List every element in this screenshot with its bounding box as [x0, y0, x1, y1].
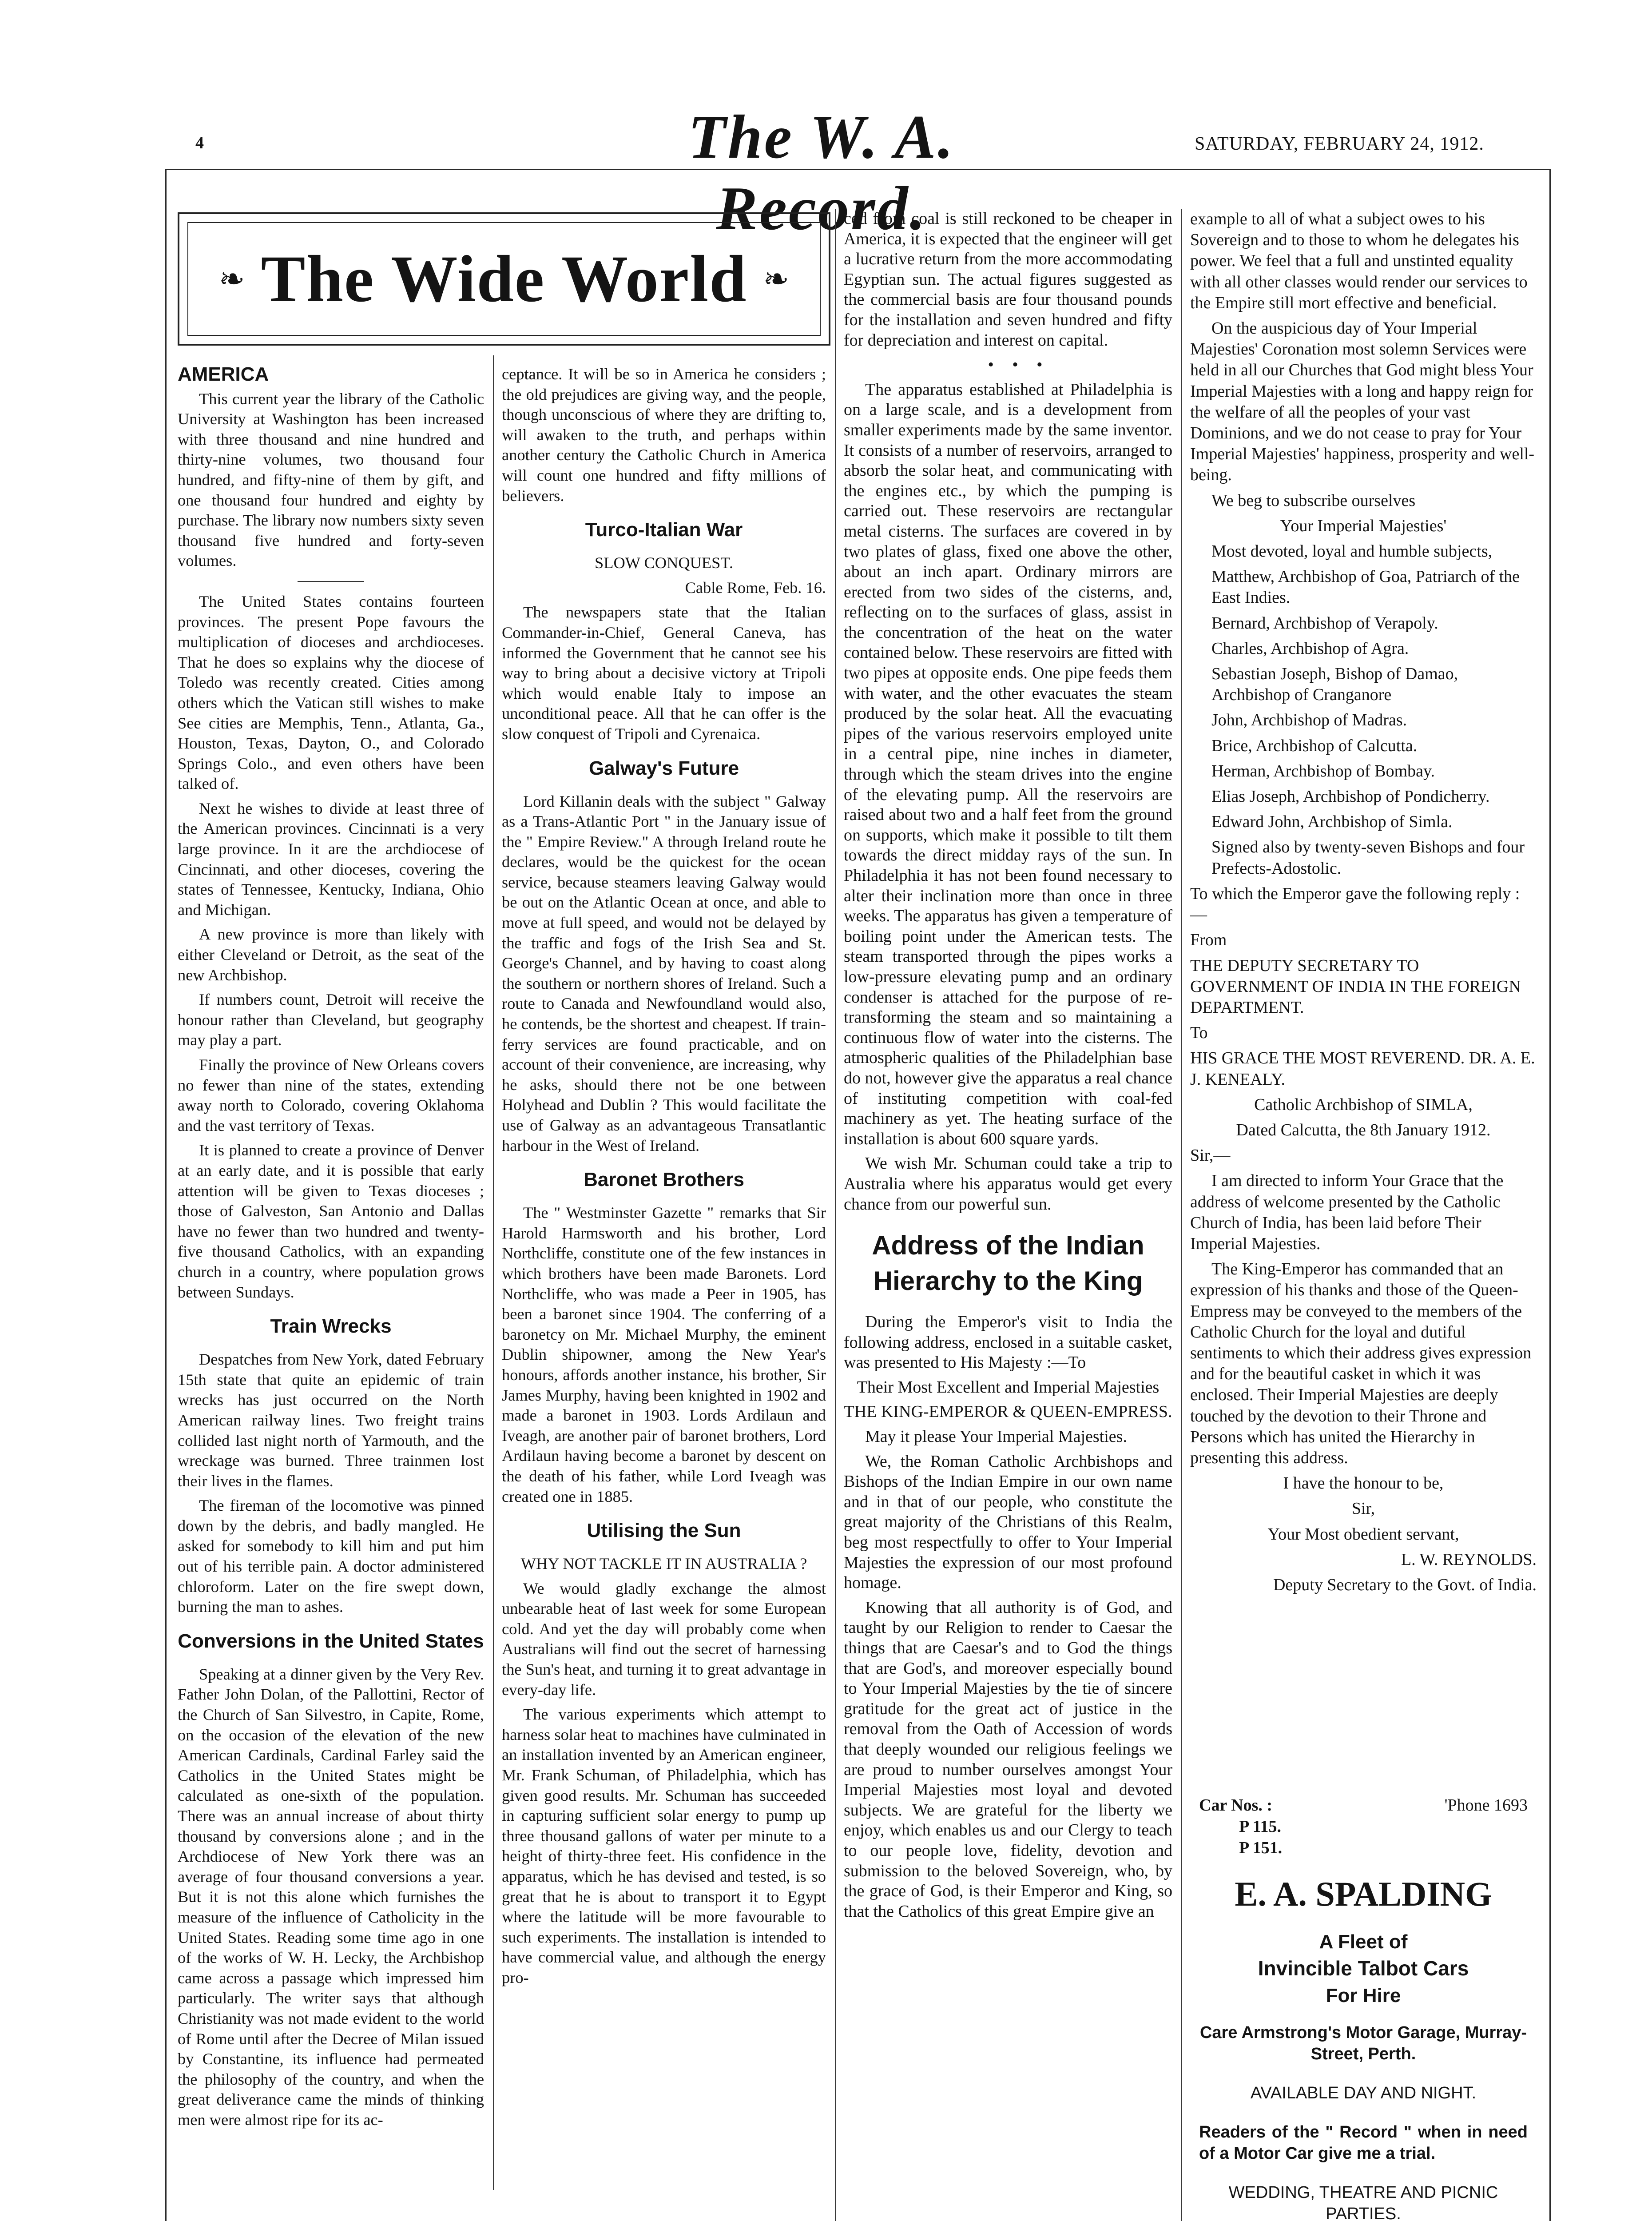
- ad-talbot: Invincible Talbot Cars: [1258, 1957, 1469, 1980]
- ad-phone: 'Phone 1693: [1444, 1796, 1528, 1815]
- letter-closing: Your Most obedient servant,: [1267, 1524, 1459, 1544]
- signatory: Charles, Archbishop of Agra.: [1211, 639, 1409, 658]
- paragraph: The apparatus established at Philadelphia is on a large scale, and is a development from smaller experiments made by the same inventor. It consists of a number of reservoirs, arranged to absorb the solar heat, and communicating with the engines etc., by which the pumping is carried out. These reservoirs are rectangular metal cisterns. The surfaces are covered in by two plates of glass, fixed one above the other, about an inch apart. Ordinary mirrors are erected from two sides of the cisterns, and, reflecting on to the surfaces of glass, assist in the concentration of the heat on the water contained below. These reservoirs are fitted with two pipes at opposite ends. One pipe feeds them with water, and the other evacuates the steam produced by the solar heat. All the evacuating pipes of the various reservoirs employed unite in a central pipe, nine inches in diameter, through which the steam drives into the engine of the elevating pump. All the reservoirs are raised about two and a half feet from the ground on supports, which make it possible to tilt them towards the direct midday rays of the sun. In Philadelphia it has not been found necessary to alter their inclination more than once in three weeks. The apparatus has given a temperature of boiling point under the American tests. The steam transported through the pipes works a low-pressure elevating pump and an ordinary condenser is attached for the purpose of re-transforming the steam and so maintaining a continuous flow of water into the cisterns. The atmospheric qualities of the Philadelphian base do not, however give the apparatus a real chance of instituting competition with coal-fed machinery as yet. The heating surface of the installation is about 600 square yards.: [844, 380, 1172, 1148]
- ad-address: Care Armstrong's Motor Garage, Murray-Street, Perth.: [1199, 2023, 1527, 2063]
- column-2: [502, 364, 826, 1993]
- paragraph: The " Westminster Gazette " remarks that Sir Harold Harmsworth and his brother, Lord Northcliffe, constitute one of the few instances in which brothers have been made Baronets. Lord Northcliffe, who was made a Peer in 1905, has been a baronet since 1904. The conferring of a baronetcy on Mr. Michael Murphy, the eminent Dublin shipowner, among the New Year's honours, affords another instance, his brother, Sir James Murphy, having been knighted in 1902 and made a baronet in 1903. Lords Ardilaun and Iveagh, are another pair of baronet brothers, Lord Ardilaun having become a baronet by descent on the death of his father, while Lord Iveagh was created one in 1885.: [502, 1204, 826, 1505]
- paragraph: We wish Mr. Schuman could take a trip to Australia where his apparatus would get every chance from our powerful sun.: [844, 1154, 1172, 1214]
- signature-line: Your Imperial Majesties': [1280, 516, 1447, 535]
- wide-world-banner: [178, 212, 830, 346]
- paragraph: Despatches from New York, dated February 15th state that quite an epidemic of train wrecks has just occurred on the North American railway lines. Two freight trains collided last night north of Yarmouth, and the wreckage was burned. Three trainmen lost their lives in the flames.: [178, 1350, 484, 1490]
- banner-inner: [187, 222, 821, 336]
- paragraph: We would gladly exchange the almost unbearable heat of last week for some European cold. And yet the day will probably come when Australians will find out the secret of harnessing the Sun's heat, and turning it to great advantage in every-day life.: [502, 1579, 826, 1699]
- signatory: Edward John, Archbishop of Simla.: [1211, 812, 1453, 832]
- ad-car-number: P 115.: [1239, 1817, 1282, 1836]
- signatory: John, Archbishop of Madras.: [1211, 711, 1407, 730]
- letter-recipient: HIS GRACE THE MOST REVEREND. DR. A. E. J. KENEALY.: [1190, 1049, 1535, 1089]
- paragraph: Speaking at a dinner given by the Very Rev. Father John Dolan, of the Pallottini, Rector of the Church of San Silvestro, in Capite, Rome, on the occasion of the elevation of the new American Cardinals, Cardinal Farley said the Catholics in the United States might be calculated as one-sixth of the population. There was an annual increase of about thirty thousand by conversions alone ; and in the Archdiocese of New York there was an average of four thousand conversions a year. But it is not this alone which furnishes the measure of the influence of Catholicity in the United States. Reading some time ago in one of the works of W. H. Lecky, the Archbishop came across a passage which impressed him particularly. The writer says that although Christianity was not made evident to the world of Rome until after the Decree of Milan issued by Constantine, its influence had permeated the philosophy of the country, and when the great deliverance came the minds of thinking men were almost ripe for its ac-: [178, 1665, 484, 2129]
- signatory: Brice, Archbishop of Calcutta.: [1211, 736, 1418, 755]
- letter-closing: I have the honour to be,: [1283, 1474, 1444, 1493]
- paragraph: To which the Emperor gave the following reply :—: [1190, 884, 1520, 924]
- letter-signature: L. W. REYNOLDS.: [1401, 1550, 1537, 1569]
- column-4: [1190, 209, 1537, 1600]
- paragraph: Lord Killanin deals with the subject " Galway as a Trans-Atlantic Port " in the January issue of the " Empire Review." A through Ireland route he declares, would be the quickest for the ocean service, because steamers leaving Galway would be out on the Atlantic Ocean at once, and able to move at full speed, and would not be delayed by the traffic and fogs of the Irish Sea and St. George's Channel, and by having to coast along the southern or northern shores of Ireland. Such a route to Canada and Newfoundland would also, he contends, be the shortest and cheapest. If train-ferry services are found practicable, and on account of their convenience, are increasing, why he asks, should there not be one between Holyhead and Dublin ? This would facilitate the use of Galway as an advantageous Transatlantic harbour in the West of Ireland.: [502, 792, 826, 1154]
- section-heading-turco-italian: Turco-Italian War: [585, 519, 743, 541]
- paragraph: Knowing that all authority is of God, and taught by our Religion to render to Caesar the things that are Caesar's and to God the things that are God's, and moreover especially bound to Your Imperial Majesties by the tie of sincere gratitude for the great act of justice in the removal from the Oath of Accession of words that deeply wounded our religious feelings we are proud to number ourselves amongst Your Imperial Majesties most loyal and devoted subjects. We are grateful for the liberty we enjoy, which enables us and our Clergy to teach to our people love, fidelity, devotion and submission to the beloved Sovereign, who, by the grace of God, is their Emperor and King, so that the Catholics of this great Empire give an: [844, 1598, 1172, 1921]
- paragraph: ceptance. It will be so in America he considers ; the old prejudices are giving way, and the people, though unconscious of where they are drifting to, will awaken to the truth, and perhaps within another century the Catholic Church in America will count one hundred and fifty millions of believers.: [502, 365, 826, 505]
- letter-salutation: Sir,—: [1190, 1146, 1231, 1165]
- paragraph: The various experiments which attempt to harness solar heat to machines have culminated in an installation invented by an American engineer, Mr. Frank Schuman, of Philadelphia, which has given good results. Mr. Schuman has succeeded in capturing sufficient solar energy to pump up three thousand gallons of water per minute to a height of thirty-three feet. His confidence in the apparatus, which he has devised and tested, is so great that he is about to transport it to Egypt where the latitude will be more favourable to such experiments. The installation is intended to have commercial value, and although the energy pro-: [502, 1705, 826, 1986]
- column-rule: [493, 355, 494, 2190]
- ad-for-hire: For Hire: [1326, 1985, 1401, 2006]
- salutation: THE KING-EMPEROR & QUEEN-EMPRESS.: [844, 1402, 1172, 1421]
- ad-car-nos: Car Nos. :: [1199, 1796, 1273, 1815]
- paragraph: We beg to subscribe ourselves: [1211, 491, 1416, 510]
- signature-line: Most devoted, loyal and humble subjects,: [1211, 542, 1493, 561]
- banner-title: The Wide World: [261, 242, 747, 316]
- subheading: WHY NOT TACKLE IT IN AUSTRALIA ?: [520, 1555, 807, 1573]
- paragraph: We, the Roman Catholic Archbishops and Bishops of the Indian Empire in our own name and in that of our people, who constitute the great majority of the Christians of this Realm, beg most respectfully to offer to Your Imperial Majesties the expression of our most profound homage.: [844, 1452, 1172, 1592]
- letter-signature-title: Deputy Secretary to the Govt. of India.: [1273, 1575, 1537, 1594]
- letter-sender: THE DEPUTY SECRETARY TO GOVERNMENT OF INDIA IN THE FOREIGN DEPARTMENT.: [1190, 956, 1521, 1017]
- divider: [298, 581, 364, 582]
- paragraph: May it please Your Imperial Majesties.: [865, 1427, 1127, 1446]
- page-number: 4: [195, 134, 204, 152]
- signatory: Sebastian Joseph, Bishop of Damao, Archbishop of Cranganore: [1211, 665, 1458, 705]
- paragraph: I am directed to inform Your Grace that the address of welcome presented by the Catholic Church of India, has been laid before Their Imperial Majesties.: [1190, 1171, 1504, 1253]
- letter-to: To: [1190, 1023, 1208, 1043]
- signatory: Herman, Archbishop of Bombay.: [1211, 761, 1435, 780]
- paragraph: The newspapers state that the Italian Commander-in-Chief, General Caneva, has informed the Government that he cannot see his way to bring about a decisive victory at Tripoli which would enable Italy to impose an unconditional peace. All that he can offer is the slow conquest of Tripoli and Cyrenaica.: [502, 603, 826, 743]
- column-rule: [835, 209, 836, 2221]
- ad-parties: WEDDING, THEATRE AND PICNIC PARTIES.: [1228, 2183, 1498, 2221]
- paragraph: The fireman of the locomotive was pinned down by the debris, and badly mangled. He asked for somebody to kill him and put him out of his terrible pain. A doctor administered chloroform. Later on the fire swept down, burning the man to ashes.: [178, 1497, 484, 1616]
- column-rule: [1181, 209, 1182, 2221]
- signatory: Signed also by twenty-seven Bishops and four Prefects-Adostolic.: [1211, 838, 1525, 878]
- paragraph: During the Emperor's visit to India the following address, enclosed in a suitable casket, was presented to His Majesty :—To: [844, 1313, 1172, 1372]
- column-3: [844, 209, 1172, 1926]
- paragraph: It is planned to create a province of Denver at an early date, and it is possible that early attention will be given to Texas dioceses ; those of Galveston, San Antonio and Dallas have no fewer than two hundred and twenty-five thousand Catholics, with an expanding church in a country, where population grows between Sundays.: [178, 1141, 484, 1301]
- paragraph: The United States contains fourteen provinces. The present Pope favours the multiplication of dioceses and archdioceses. That he does so explains why the diocese of Toledo was recently created. Cities among others which the Vatican still wishes to make See cities are Memphis, Tenn., Atlanta, Ga., Houston, Texas, Dayton, O., and Colorado Springs Colo., and even others have been talked of.: [178, 592, 484, 793]
- signatory: Bernard, Archbishop of Verapoly.: [1211, 613, 1438, 633]
- fleuron-right-icon: ❧: [763, 262, 790, 297]
- signatory: Elias Joseph, Archbishop of Pondicherry.: [1211, 787, 1490, 806]
- subheading: SLOW CONQUEST.: [594, 554, 734, 572]
- ad-fleet: A Fleet of: [1319, 1931, 1408, 1953]
- paragraph: A new province is more than likely with either Cleveland or Detroit, as the seat of the new Archbishop.: [178, 925, 484, 984]
- letter-from: From: [1190, 931, 1227, 950]
- column-1: [178, 364, 484, 2135]
- ad-availability: AVAILABLE DAY AND NIGHT.: [1250, 2084, 1477, 2102]
- paragraph: ced from coal is still reckoned to be cheaper in America, it is expected that the engineer will get a lucrative return from the more accommodating Egyptian sun. The actual figures suggested as the commercial basis are four thousand pounds for the installation and seven hundred and fifty for depreciation and interest on capital.: [844, 209, 1172, 350]
- ad-contact-row: [1199, 1795, 1528, 1816]
- paragraph: The King-Emperor has commanded that an expression of his thanks and those of the Queen-Empress may be conveyed to the members of the Catholic Church for the loyal and dutiful sentiments to which their address gives expression and for the beautiful casket in which it was enclosed. Their Imperial Majesties are deeply touched by the devotion to their Throne and Persons which has united the Hierarchy in presenting this address.: [1190, 1260, 1532, 1467]
- cable-dateline: Cable Rome, Feb. 16.: [685, 578, 826, 597]
- section-heading-galway: Galway's Future: [588, 757, 739, 779]
- section-heading-utilising-sun: Utilising the Sun: [587, 1520, 741, 1542]
- salutation: Their Most Excellent and Imperial Majesties: [857, 1377, 1160, 1397]
- ad-readers-note: Readers of the " Record " when in need of a Motor Car give me a trial.: [1199, 2123, 1528, 2163]
- dots-divider: • • •: [988, 355, 1050, 374]
- advertisement-spalding: [1199, 1795, 1528, 2221]
- section-heading-conversions: Conversions in the United States: [178, 1630, 484, 1652]
- letter-recipient-title: Catholic Archbishop of SIMLA,: [1254, 1095, 1473, 1114]
- letter-date: Dated Calcutta, the 8th January 1912.: [1236, 1120, 1491, 1139]
- paragraph: Next he wishes to divide at least three of the American provinces. Cincinnati is a very large province. In it are the archdiocese of Cincinnati, and other dioceses, covering the states of Tennessee, Kentucky, Indiana, Ohio and Michigan.: [178, 799, 484, 919]
- paragraph: example to all of what a subject owes to his Sovereign and to those to whom he delegates his power. We feel that a full and unstinted equality with all other classes would render our services to the Empire still mort effective and beneficial.: [1190, 210, 1528, 312]
- paragraph: This current year the library of the Catholic University at Washington has been increased with three thousand and nine hundred and thirty-nine volumes, two thousand four hundred, and fifty-nine of them by gift, and one thousand four hundred and eighty by purchase. The library now numbers sixty seven thousand five hundred and forty-seven volumes.: [178, 390, 484, 570]
- paragraph: If numbers count, Detroit will receive the honour rather than Cleveland, but geography may play a part.: [178, 991, 484, 1049]
- ad-car-number: P 151.: [1239, 1839, 1283, 1857]
- paragraph: On the auspicious day of Your Imperial Majesties' Coronation most solemn Services were held in all our Churches that God might bless Your Imperial Majesties with a long and happy reign for the welfare of all the peoples of your vast Dominions, and we do not cease to pray for Your Imperial Majesties' happiness, prosperity and well-being.: [1190, 319, 1535, 485]
- paragraph: Finally the province of New Orleans covers no fewer than nine of the states, extending away north to Colorado, covering Oklahoma and the vast territory of Texas.: [178, 1056, 484, 1134]
- signatory: Matthew, Archbishop of Goa, Patriarch of the East Indies.: [1211, 567, 1520, 607]
- section-heading-america: AMERICA: [178, 363, 269, 385]
- letter-closing: Sir,: [1351, 1499, 1375, 1518]
- section-heading-baronet: Baronet Brothers: [584, 1169, 744, 1191]
- fleuron-left-icon: ❧: [218, 262, 245, 297]
- dateline: SATURDAY, FEBRUARY 24, 1912.: [1195, 134, 1484, 154]
- section-heading-train-wrecks: Train Wrecks: [270, 1315, 392, 1337]
- masthead: The W. A. Record.: [688, 103, 955, 243]
- ad-business-name: E. A. SPALDING: [1235, 1875, 1492, 1913]
- section-heading-address: Address of the Indian Hierarchy to the King: [872, 1230, 1144, 1296]
